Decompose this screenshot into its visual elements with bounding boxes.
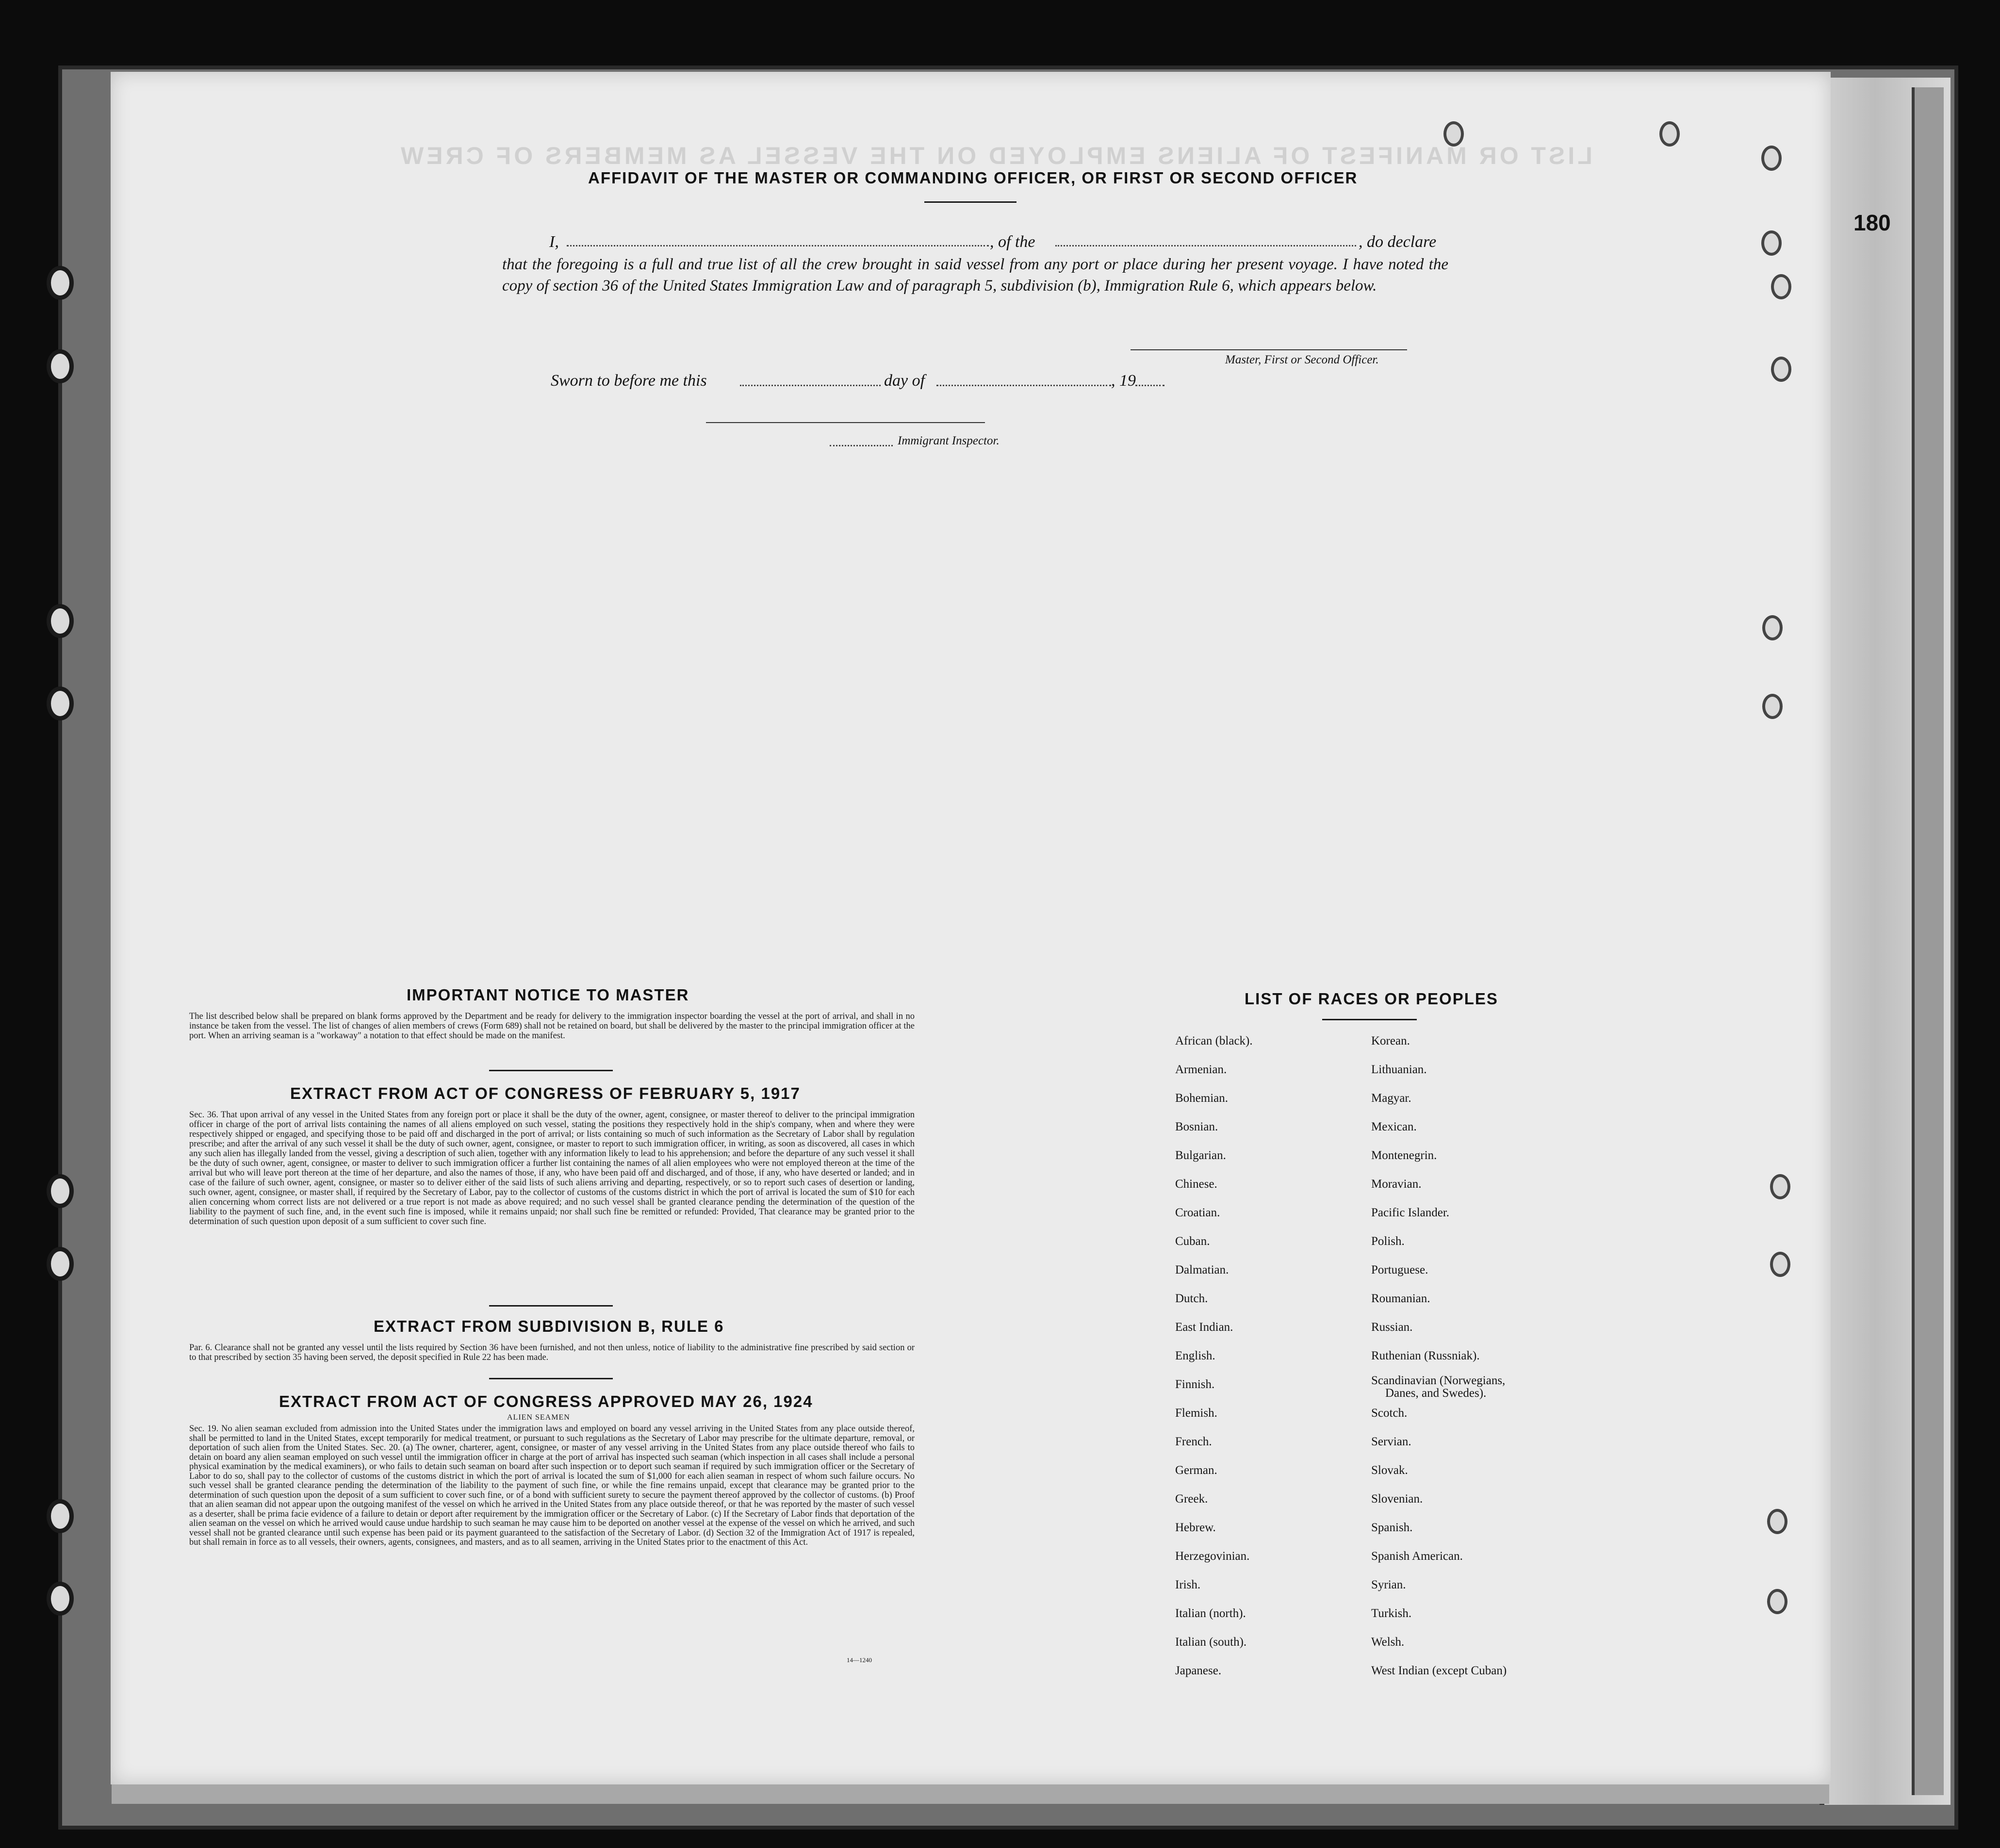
sheet-bottom-shadow [112,1784,1829,1804]
extract-1924-body: Sec. 19. No alien seaman excluded from admission into the United States under the immigration laws and employed on board any vessel arriving in the United States from any place outside thereof, shall be permitted to land in the United States, except temporarily for medical treatment, or pursuant to such regulations as the Secretary of Labor may prescribe for the ultimate departure, removal, or deportation of such alien from the United States. Sec. 20. (a) The owner, charterer, agent, consignee, or master of any vessel arriving in the United States from any place outside thereof who fails to detain on board any alien seaman employed on such vessel until the immigration officer in charge at the port of arrival has inspected such seaman (which inspection in all cases shall include a personal physical examination by the medical examiners), or who fails to detain such seaman on board after such inspection or to deport such seaman if required by such immigration officer or the Secretary of Labor to do so, shall pay to the collector of customs of the customs district in which the port of arrival is located the sum of $1,000 for each alien seaman in respect of whom such failure occurs. No such vessel shall be granted clearance pending the determination of the liability to the payment of such fine, or while the fine remains unpaid, except that clearance may be granted prior to the determination of such question upon the deposit of a sum sufficient to cover such fine, or of a bond with sufficient surety to secure the payment thereof approved by the collector of customs. (b) Proof that an alien seaman did not appear upon the outgoing manifest of the vessel on which he arrived in the United States from any place outside thereof, or that he was reported by the master of such vessel as a deserter, shall be prima facie evidence of a failure to detain or deport after requirement by the immigration officer or the Secretary of Labor. (c) If the Secretary of Labor finds that deportation of the alien seaman on the vessel on which he arrived would cause undue hardship to such seaman he may cause him to be deported on another vessel at the expense of the vessel on which he arrived, and such vessel shall not be granted clearance until such expense has been paid or its payment guaranteed to the satisfaction of the Secretary of Labor. (d) Section 32 of the Immigration Act of 1917 is repealed, but shall remain in force as to all vessels, their owners, agents, consignees, and masters, and as to all seamen, arriving in the United States prior to the enactment of this Act. [189,1424,915,1547]
race-item: Slovak. [1371,1464,1408,1477]
binder-hole-icon [47,1247,74,1281]
race-item: Pacific Islander. [1371,1206,1450,1219]
extract-1924-title: EXTRACT FROM ACT OF CONGRESS APPROVED MAY 26, 1924 [279,1392,813,1410]
sworn-month-field[interactable] [936,385,1111,386]
race-item: German. [1175,1464,1217,1477]
extract-1917-body: Sec. 36. That upon arrival of any vessel in the United States from any foreign port or place it shall be the duty of the owner, agent, consignee, or master thereof to deliver to the principal immigration officer in charge of the port of arrival lists containing the names of all aliens employed on such vessel, stating the positions they respectively hold in the ship's company, when and where they were respectively shipped or engaged, and specifying those to be paid off and discharged in the port of arrival; or lists containing so much of such information as the Secretary of Labor shall by regulation prescribe; and after the arrival of any such vessel it shall be the duty of such owner, agent, consignee, or master to report to such immigration officer, in writing, as soon as discovered, all cases in which any such alien has illegally landed from the vessel, giving a description of such alien, together with any information likely to lead to his apprehension; and before the departure of any such vessel it shall be the duty of such owner, agent, consignee, or master to deliver to such immigration officer a further list containing the names of all alien employees who were not employed thereon at the time of the arrival but who will leave port thereon at the time of her departure, and also the names of those, if any, who have been paid off and discharged, and of those, if any, who have deserted or landed; and in case of the failure of such owner, agent, consignee, or master so to deliver either of the said lists of such aliens arriving and departing, respectively, or so to report such cases of desertion or landing, such owner, agent, consignee, or master shall, if required by the Secretary of Labor, pay to the collector of customs of the customs district in which the port of arrival is located the sum of $10 for each alien concerning whom correct lists are not delivered or a true report is not made as above required; and no such vessel shall be granted clearance pending the determination of the question of the liability to the payment of such fine, and, in the event such fine is imposed, while it remains unpaid; nor shall such fine be remitted or refunded: Provided, That clearance may be granted prior to the determination of such question upon deposit of a sum sufficient to cover such fine. [189,1110,915,1227]
race-item: Croatian. [1175,1206,1220,1219]
race-item: Chinese. [1175,1177,1217,1191]
races-title-rule [1322,1019,1417,1020]
race-item: Bohemian. [1175,1092,1229,1105]
race-item: Mexican. [1371,1120,1417,1133]
race-item: Turkish. [1371,1607,1412,1620]
affidavit-title-rule [924,201,1016,203]
race-item: Armenian. [1175,1063,1227,1076]
sworn-day-field[interactable] [740,385,881,386]
race-item: Korean. [1371,1034,1410,1047]
race-item: Servian. [1371,1435,1411,1448]
race-item: Herzegovinian. [1175,1550,1250,1563]
declarant-name-field[interactable] [567,245,989,246]
race-item: Bosnian. [1175,1120,1218,1133]
race-item: Irish. [1175,1578,1201,1591]
race-item: Roumanian. [1371,1292,1430,1305]
race-item: Russian. [1371,1321,1413,1334]
extract-rule6-title: EXTRACT FROM SUBDIVISION B, RULE 6 [374,1317,724,1335]
binder-hole-icon [1770,1252,1790,1277]
race-item: West Indian (except Cuban) [1371,1664,1507,1677]
bleed-through-heading: LIST OR MANIFEST OF ALIENS EMPLOYED ON THE VESSEL AS MEMBERS OF CREW [398,142,1592,169]
binder-hole-icon [1767,1589,1787,1614]
race-item: Syrian. [1371,1578,1406,1591]
divider-3 [489,1378,613,1379]
form-number: 14—1240 [847,1656,872,1664]
binder-hole-icon [1761,146,1782,171]
affidavit-declare-label: , do declare [1359,233,1437,251]
binder-hole-icon [47,349,74,383]
binder-hole-icon [1762,615,1783,640]
race-item-continuation: Danes, and Swedes). [1385,1387,1487,1400]
affidavit-of-the-label: , of the [990,233,1035,251]
binder-hole-icon [1771,357,1791,382]
race-item: Magyar. [1371,1092,1411,1105]
race-item: Cuban. [1175,1235,1210,1248]
race-item: Ruthenian (Russniak). [1371,1349,1480,1362]
binder-hole-icon [1762,694,1783,719]
notice-body: The list described below shall be prepared on blank forms approved by the Department and be ready for delivery to the immigration inspector boarding the vessel at the port of arrival, and shall in no instance be taken from the vessel. The list of changes of alien members of crews (Form 689) shall not be retained on board, but shall be delivered by the master to the principal immigration officer at the port. When an arriving seaman is a "workaway" a notation to that effect should be made on the manifest. [189,1012,915,1041]
race-item: Italian (south). [1175,1635,1247,1649]
race-item: Greek. [1175,1492,1208,1505]
page-number: 180 [1853,210,1891,235]
binder-hole-icon [47,1174,74,1208]
binder-hole-icon [47,604,74,638]
day-of-label: day of [884,372,925,390]
race-item: Montenegrin. [1371,1149,1437,1162]
binder-hole-icon [1771,274,1791,299]
race-item: African (black). [1175,1034,1253,1047]
race-item: Scotch. [1371,1406,1408,1420]
race-item: French. [1175,1435,1212,1448]
year-label: , 19 [1111,372,1136,390]
race-item: East Indian. [1175,1321,1233,1334]
divider-2 [489,1305,613,1307]
binder-hole-icon [1770,1174,1790,1199]
race-item: Finnish. [1175,1378,1215,1391]
binder-hole-icon [47,1582,74,1616]
binder-hole-icon [1767,1509,1787,1534]
race-item: Lithuanian. [1371,1063,1427,1076]
binder-hole-icon [47,687,74,720]
race-item: Hebrew. [1175,1521,1216,1534]
binder-hole-icon [1659,121,1680,147]
race-item: Dalmatian. [1175,1263,1229,1276]
binder-hole-icon [47,266,74,300]
extract-rule6-body: Par. 6. Clearance shall not be granted any vessel until the lists required by Section 36 have been furnished, and not then unless, notice of liability to the administrative fine prescribed by said section or to that prescribed by section 35 having been served, the deposit specified in Rule 22 has been made. [189,1343,915,1362]
divider-1 [489,1070,613,1071]
race-item: Moravian. [1371,1177,1422,1191]
sworn-year-field[interactable] [1135,385,1164,386]
race-item: Spanish American. [1371,1550,1463,1563]
race-item: Welsh. [1371,1635,1405,1649]
sworn-label: Sworn to before me this [551,372,707,390]
race-item: Portuguese. [1371,1263,1428,1276]
affidavit-i-label: I, [549,233,559,251]
race-item: Dutch. [1175,1292,1208,1305]
races-title: LIST OF RACES OR PEOPLES [1245,990,1498,1008]
race-item: Polish. [1371,1235,1405,1248]
binder-hole-icon [47,1499,74,1533]
inspector-dots [830,445,893,446]
extract-1924-subtitle: ALIEN SEAMEN [507,1413,570,1422]
binder-hole-icon [1761,230,1782,256]
master-signature-label: Master, First or Second Officer. [1225,353,1379,366]
race-item: English. [1175,1349,1215,1362]
master-signature-line[interactable] [1131,349,1407,350]
stacked-pages-edge-back [1912,87,1944,1795]
affidavit-title: AFFIDAVIT OF THE MASTER OR COMMANDING OFFICER, OR FIRST OR SECOND OFFICER [588,169,1358,187]
vessel-name-field[interactable] [1055,245,1356,246]
race-item: Japanese. [1175,1664,1222,1677]
race-item: Italian (north). [1175,1607,1246,1620]
notice-title: IMPORTANT NOTICE TO MASTER [407,986,689,1004]
inspector-signature-line[interactable] [706,422,985,423]
race-item: Spanish. [1371,1521,1413,1534]
race-item: Bulgarian. [1175,1149,1226,1162]
affidavit-body: that the foregoing is a full and true list of all the crew brought in said vessel from any port or place during her present voyage. I have noted the copy of section 36 of the United States Immigration Law and of paragraph 5, subdivision (b), Immigration Rule 6, which appears below. [502,256,1448,294]
race-item: Scandinavian (Norwegians, [1371,1374,1506,1387]
race-item: Flemish. [1175,1406,1217,1420]
inspector-label: Immigrant Inspector. [898,434,1000,447]
race-item: Slovenian. [1371,1492,1423,1505]
extract-1917-title: EXTRACT FROM ACT OF CONGRESS OF FEBRUARY 5, 1917 [290,1084,801,1102]
